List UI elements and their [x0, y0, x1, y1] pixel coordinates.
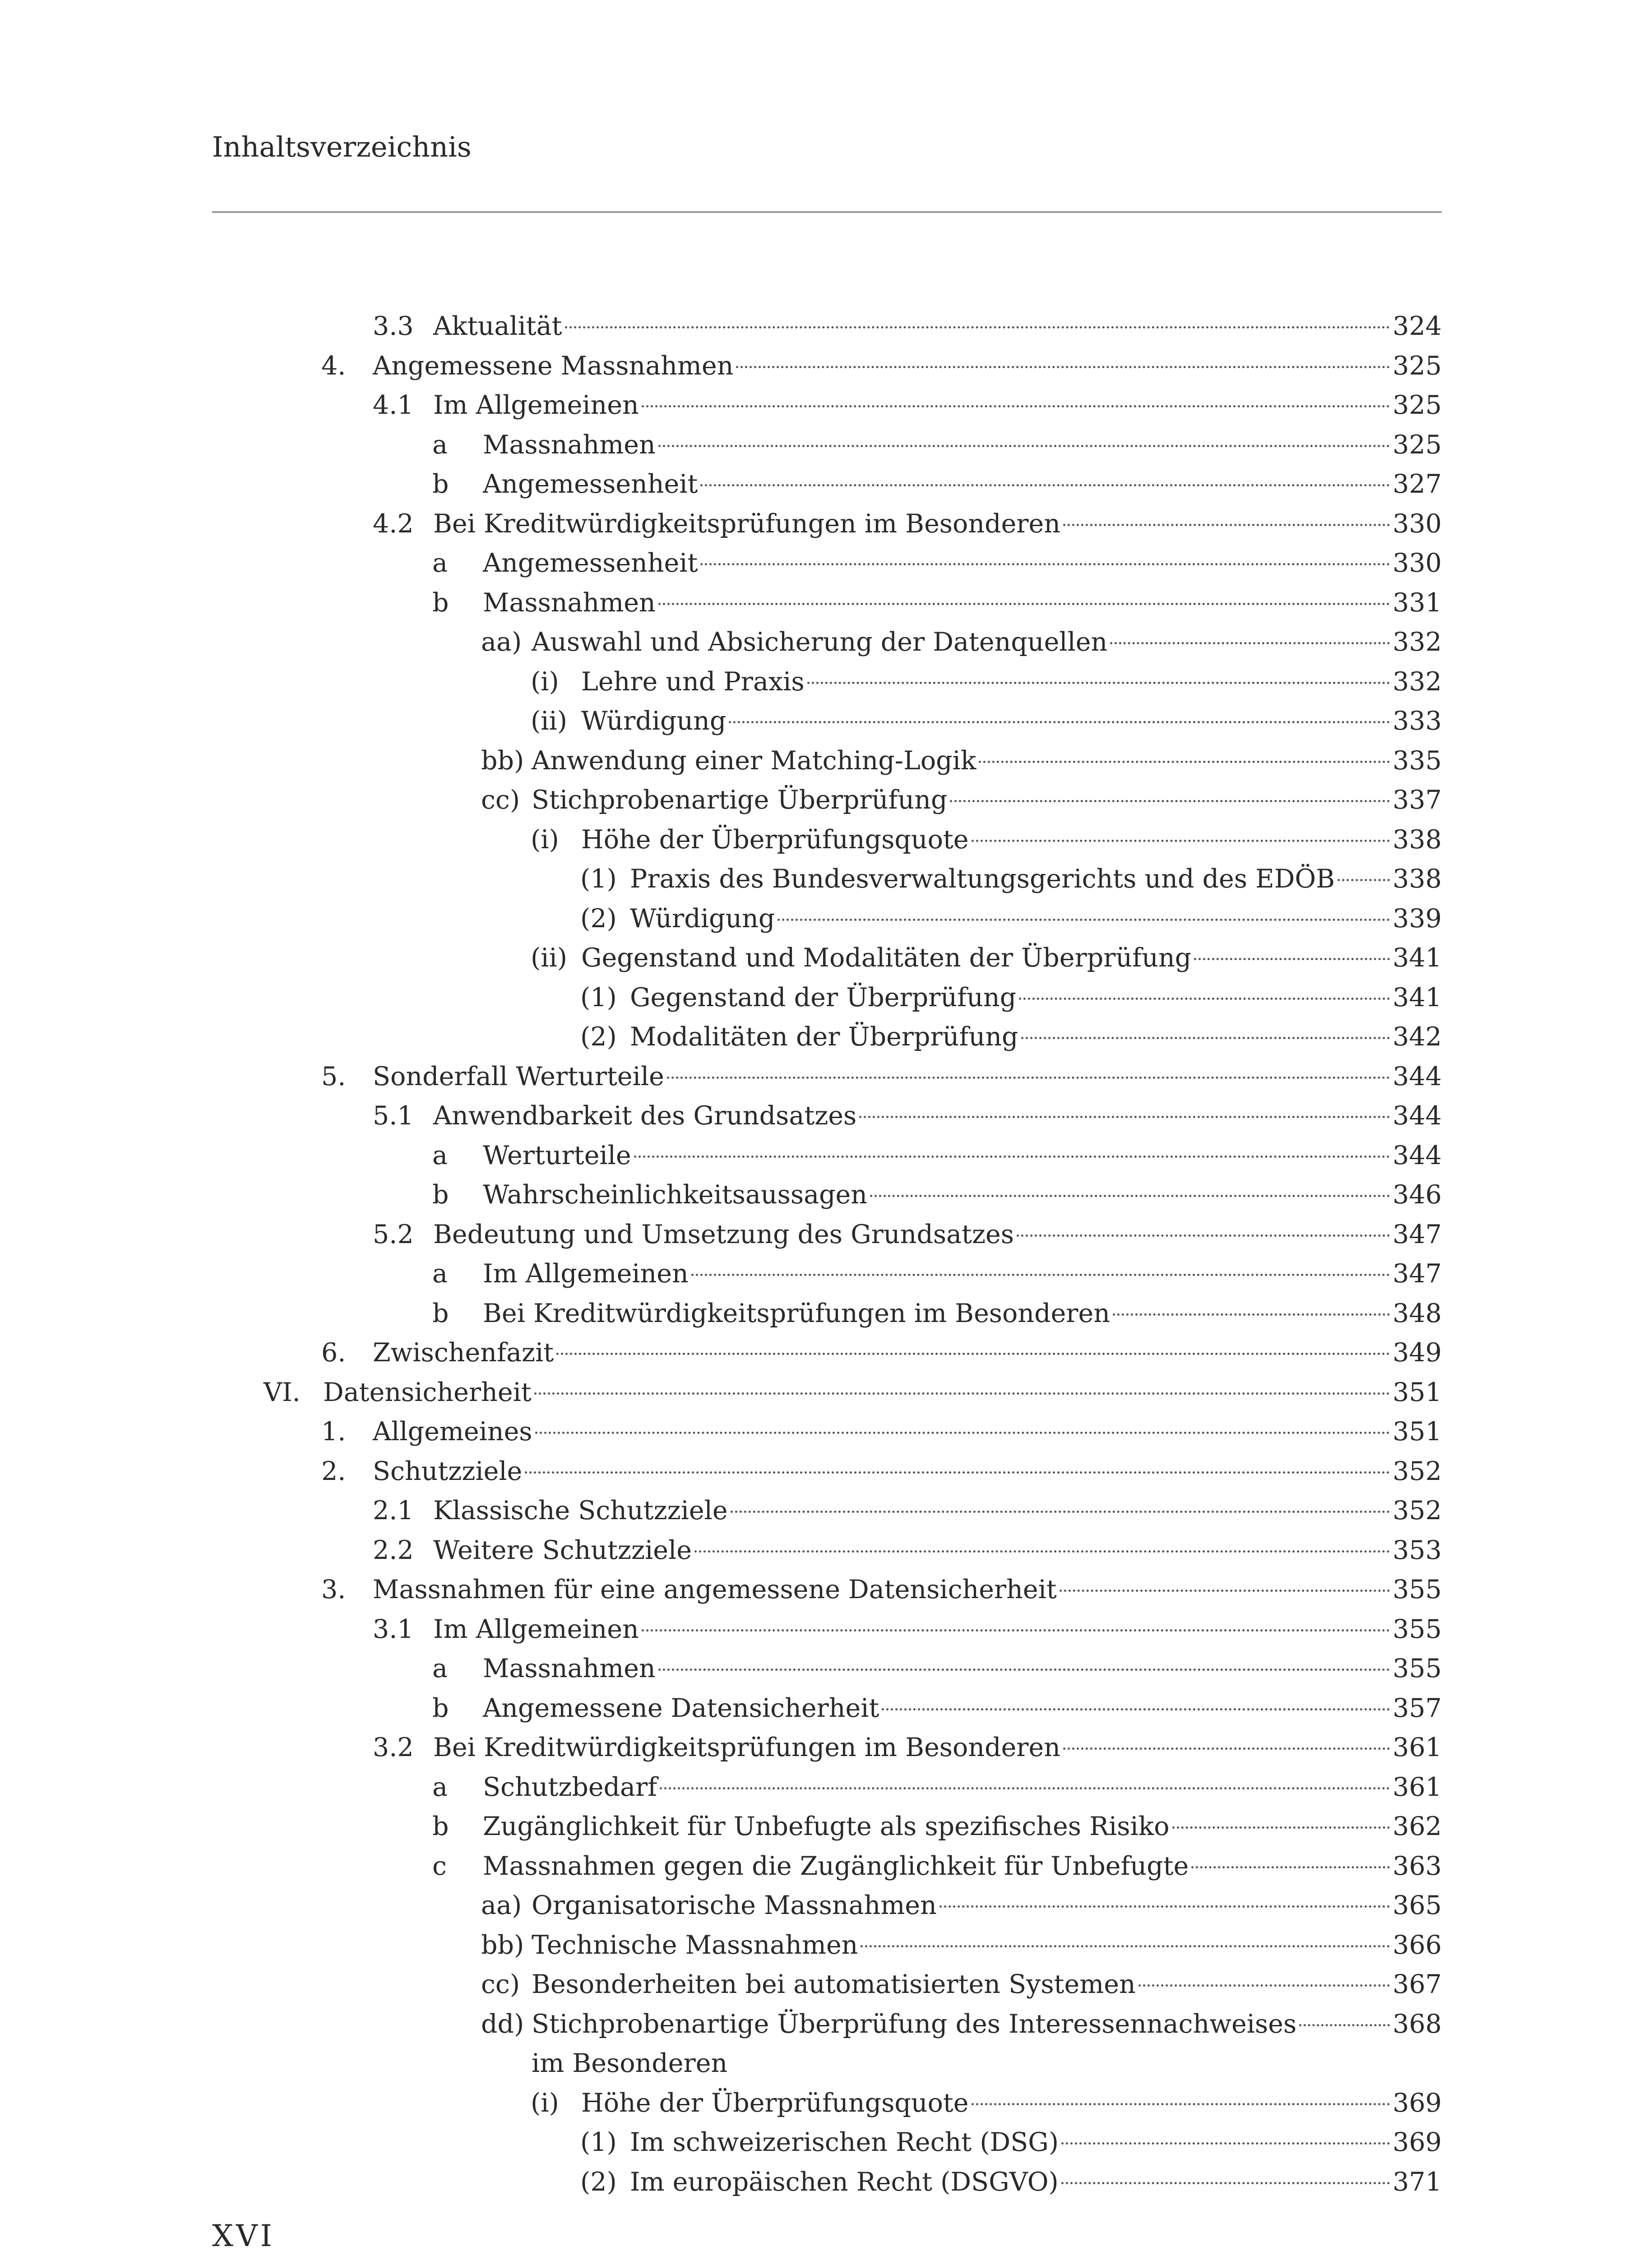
toc-entry-page: 351: [1393, 1377, 1442, 1407]
toc-entry: [0, 544, 1652, 583]
toc-entry: [0, 1768, 1652, 1808]
toc-entry-title: Werturteile: [483, 1140, 631, 1170]
toc-entry-title: Im Allgemeinen: [433, 1614, 639, 1644]
toc-entry-number: 5.1: [373, 1101, 414, 1131]
toc-dot-leader: [1299, 2024, 1390, 2026]
toc-entry: [0, 307, 1652, 347]
toc-entry-number: bb): [481, 1930, 524, 1960]
toc-entry-title: Anwendung einer Matching-Logik: [532, 745, 976, 776]
toc-entry-number: 6.: [321, 1338, 346, 1368]
toc-dot-leader: [1021, 1037, 1390, 1039]
toc-entry-number: 3.3: [373, 311, 414, 341]
toc-entry-page: 341: [1393, 982, 1442, 1012]
toc-entry: [0, 2005, 1652, 2084]
toc-entry-page: 371: [1393, 2167, 1442, 2197]
toc-entry: [0, 1096, 1652, 1136]
toc-entry: [0, 504, 1652, 544]
toc-dot-leader: [859, 1116, 1390, 1118]
toc-entry-page: 330: [1393, 509, 1442, 539]
toc-entry: [0, 2084, 1652, 2123]
toc-entry-number: c: [432, 1851, 447, 1881]
toc-dot-leader: [535, 1432, 1390, 1434]
toc-entry: [0, 2163, 1652, 2202]
toc-entry-number: b: [432, 1693, 449, 1723]
toc-entry-number: (2): [580, 1022, 617, 1052]
toc-entry-number: 2.: [321, 1456, 346, 1486]
toc-entry-number: 5.2: [373, 1219, 414, 1249]
toc-dot-leader: [1061, 2142, 1390, 2145]
toc-entry-page: 351: [1393, 1417, 1442, 1447]
toc-entry-page: 367: [1393, 1969, 1442, 1999]
toc-entry-page: 355: [1393, 1575, 1442, 1604]
toc-entry-number: bb): [481, 745, 524, 776]
toc-entry-page: 349: [1393, 1338, 1442, 1368]
toc-entry: [0, 781, 1652, 820]
toc-dot-leader: [1191, 1866, 1390, 1868]
toc-dot-leader: [1063, 524, 1390, 526]
toc-entry: [0, 860, 1652, 899]
toc-entry: [0, 1610, 1652, 1650]
toc-entry-title: Angemessene Datensicherheit: [483, 1693, 879, 1723]
toc-entry-title: Datensicherheit: [323, 1377, 532, 1407]
toc-dot-leader: [882, 1708, 1390, 1710]
toc-entry-page: 324: [1393, 311, 1442, 341]
toc-entry-title: Stichprobenartige Überprüfung des Interessennachweises: [532, 2009, 1297, 2039]
toc-entry-page: 330: [1393, 548, 1442, 578]
toc-dot-leader: [691, 1274, 1390, 1276]
toc-entry-title: Würdigung: [630, 903, 775, 934]
toc-entry-number: dd): [481, 2009, 524, 2039]
toc-entry-title: Allgemeines: [373, 1417, 532, 1447]
toc-entry-page: 344: [1393, 1140, 1442, 1170]
toc-entry-title: Angemessene Massnahmen: [373, 351, 734, 381]
toc-entry-page: 355: [1393, 1614, 1442, 1644]
toc-dot-leader: [729, 721, 1390, 723]
toc-entry-number: cc): [481, 785, 520, 815]
toc-entry-page: 347: [1393, 1219, 1442, 1249]
toc-entry-page: 369: [1393, 2127, 1442, 2157]
toc-entry-title: Aktualität: [433, 311, 562, 341]
toc-entry: [0, 702, 1652, 741]
toc-entry: [0, 1412, 1652, 1452]
toc-entry-title: Anwendbarkeit des Grundsatzes: [433, 1101, 857, 1131]
toc-entry-number: aa): [481, 1891, 522, 1920]
toc-entry-page: 366: [1393, 1930, 1442, 1960]
table-of-contents: [0, 307, 1652, 2202]
toc-dot-leader: [972, 840, 1390, 842]
toc-entry: [0, 623, 1652, 662]
toc-entry: [0, 899, 1652, 939]
toc-dot-leader: [700, 563, 1390, 565]
toc-entry-title: Organisatorische Massnahmen: [532, 1891, 937, 1920]
toc-entry-page: 352: [1393, 1456, 1442, 1486]
toc-entry: [0, 1491, 1652, 1531]
toc-entry-page: 355: [1393, 1654, 1442, 1683]
toc-entry: [0, 1452, 1652, 1492]
toc-entry-title: Würdigung: [581, 706, 727, 736]
toc-dot-leader: [777, 919, 1390, 921]
toc-entry-page: 332: [1393, 627, 1442, 657]
running-head: Inhaltsverzeichnis: [212, 130, 472, 163]
toc-entry: [0, 1649, 1652, 1689]
toc-dot-leader: [1138, 1984, 1390, 1987]
toc-entry-title: Bei Kreditwürdigkeitsprüfungen im Besonderen: [433, 1733, 1060, 1762]
toc-entry: [0, 820, 1652, 860]
toc-entry-number: (i): [531, 824, 559, 855]
toc-entry: [0, 1017, 1652, 1057]
toc-entry-title: Massnahmen: [483, 430, 656, 460]
toc-dot-leader: [556, 1353, 1390, 1355]
toc-entry-number: 3.1: [373, 1614, 414, 1644]
toc-entry-title: Im schweizerischen Recht (DSG): [630, 2127, 1059, 2157]
toc-entry-title-continued: im Besonderen: [532, 2048, 728, 2078]
toc-dot-leader: [1337, 879, 1390, 881]
toc-dot-leader: [950, 800, 1390, 802]
toc-entry-page: 331: [1393, 587, 1442, 618]
toc-entry-page: 339: [1393, 903, 1442, 934]
toc-entry-title: Angemessenheit: [483, 548, 698, 578]
toc-dot-leader: [870, 1195, 1390, 1197]
toc-entry-title: Massnahmen für eine angemessene Datensicherheit: [373, 1575, 1057, 1604]
toc-entry-number: 1.: [321, 1417, 346, 1447]
toc-entry-page: 335: [1393, 745, 1442, 776]
toc-entry-title: Massnahmen: [483, 1654, 656, 1683]
toc-entry-number: a: [432, 1654, 448, 1683]
toc-entry: [0, 938, 1652, 978]
toc-entry-number: cc): [481, 1969, 520, 1999]
toc-entry: [0, 1965, 1652, 2005]
toc-entry-page: 348: [1393, 1298, 1442, 1328]
toc-entry-number: a: [432, 430, 448, 460]
toc-dot-leader: [1172, 1826, 1390, 1829]
toc-entry-number: (1): [580, 864, 617, 894]
toc-dot-leader: [736, 366, 1390, 368]
toc-dot-leader: [642, 405, 1390, 407]
toc-entry-page: 337: [1393, 785, 1442, 815]
toc-entry: [0, 425, 1652, 465]
toc-entry: [0, 1333, 1652, 1373]
toc-entry-number: a: [432, 548, 448, 578]
toc-entry-number: (i): [531, 2088, 559, 2118]
toc-entry-page: 363: [1393, 1851, 1442, 1881]
toc-entry-page: 342: [1393, 1022, 1442, 1052]
toc-entry-page: 338: [1393, 864, 1442, 894]
toc-entry: [0, 386, 1652, 425]
toc-entry: [0, 1531, 1652, 1571]
toc-entry-title: Höhe der Überprüfungsquote: [581, 824, 969, 855]
toc-entry-title: Im Allgemeinen: [483, 1259, 689, 1289]
toc-entry-title: Zugänglichkeit für Unbefugte als spezifisches Risiko: [483, 1812, 1170, 1841]
toc-entry-page: 365: [1393, 1891, 1442, 1920]
toc-dot-leader: [807, 682, 1390, 684]
toc-entry: [0, 1136, 1652, 1176]
toc-dot-leader: [972, 2103, 1390, 2105]
toc-entry: [0, 1926, 1652, 1965]
toc-entry-title: Bei Kreditwürdigkeitsprüfungen im Besonderen: [483, 1298, 1110, 1328]
toc-entry-number: b: [432, 469, 449, 499]
toc-entry-number: 2.1: [373, 1496, 414, 1526]
toc-dot-leader: [1113, 1313, 1390, 1316]
toc-entry-page: 341: [1393, 943, 1442, 973]
toc-entry-title: Höhe der Überprüfungsquote: [581, 2088, 969, 2118]
toc-entry-title: Gegenstand der Überprüfung: [630, 982, 1017, 1012]
toc-dot-leader: [1017, 1234, 1390, 1237]
toc-entry: [0, 1886, 1652, 1926]
header-rule: [212, 211, 1442, 213]
toc-entry-page: 338: [1393, 824, 1442, 855]
toc-entry-page: 327: [1393, 469, 1442, 499]
toc-entry-number: (ii): [531, 706, 567, 736]
toc-entry-page: 332: [1393, 666, 1442, 697]
toc-dot-leader: [1063, 1747, 1390, 1750]
toc-entry: [0, 1570, 1652, 1610]
toc-entry: [0, 1175, 1652, 1215]
toc-entry-page: 361: [1393, 1733, 1442, 1762]
toc-dot-leader: [667, 1077, 1390, 1079]
toc-entry: [0, 1294, 1652, 1334]
toc-entry-number: aa): [481, 627, 522, 657]
toc-entry-page: 362: [1393, 1812, 1442, 1841]
toc-entry-number: 4.1: [373, 390, 414, 420]
toc-dot-leader: [565, 326, 1390, 328]
toc-entry-page: 352: [1393, 1496, 1442, 1526]
page-number: XVI: [212, 2219, 275, 2253]
toc-entry-title: Gegenstand und Modalitäten der Überprüfung: [581, 943, 1192, 973]
toc-entry-number: VI.: [264, 1377, 301, 1407]
toc-entry-number: 4.2: [373, 509, 414, 539]
toc-dot-leader: [1110, 642, 1390, 644]
toc-entry-number: 3.: [321, 1575, 346, 1604]
toc-dot-leader: [694, 1550, 1390, 1553]
toc-entry-title: Angemessenheit: [483, 469, 698, 499]
toc-entry-title: Wahrscheinlichkeitsaussagen: [483, 1180, 867, 1210]
toc-entry-title: Im Allgemeinen: [433, 390, 639, 420]
toc-entry: [0, 1689, 1652, 1729]
toc-dot-leader: [534, 1392, 1390, 1395]
toc-entry-title: Praxis des Bundesverwaltungsgerichts und des EDÖB: [630, 864, 1335, 894]
toc-entry-page: 368: [1393, 2009, 1442, 2039]
toc-dot-leader: [1194, 958, 1390, 960]
toc-entry: [0, 1057, 1652, 1097]
toc-entry-page: 369: [1393, 2088, 1442, 2118]
toc-dot-leader: [525, 1471, 1390, 1474]
toc-entry-number: (i): [531, 666, 559, 697]
toc-dot-leader: [731, 1511, 1390, 1513]
toc-dot-leader: [1061, 2182, 1390, 2184]
toc-entry-page: 357: [1393, 1693, 1442, 1723]
toc-entry-number: 4.: [321, 351, 346, 381]
toc-entry-number: (ii): [531, 943, 567, 973]
toc-dot-leader: [642, 1629, 1390, 1632]
toc-entry-number: b: [432, 1812, 449, 1841]
toc-dot-leader: [634, 1156, 1390, 1158]
toc-entry-number: (1): [580, 982, 617, 1012]
toc-entry-title: Massnahmen gegen die Zugänglichkeit für Unbefugte: [483, 1851, 1189, 1881]
toc-entry: [0, 465, 1652, 504]
toc-entry: [0, 583, 1652, 623]
toc-entry-page: 353: [1393, 1535, 1442, 1565]
toc-entry: [0, 1215, 1652, 1255]
toc-dot-leader: [658, 1669, 1390, 1671]
toc-entry-number: b: [432, 1298, 449, 1328]
toc-entry-number: b: [432, 587, 449, 618]
toc-entry-title: Klassische Schutzziele: [433, 1496, 728, 1526]
toc-entry: [0, 2123, 1652, 2163]
toc-entry-number: 3.2: [373, 1733, 414, 1762]
toc-entry-page: 325: [1393, 351, 1442, 381]
toc-dot-leader: [658, 445, 1390, 447]
toc-entry: [0, 347, 1652, 386]
toc-entry-number: 2.2: [373, 1535, 414, 1565]
toc-entry: [0, 662, 1652, 702]
toc-entry-page: 325: [1393, 430, 1442, 460]
toc-entry-title: Modalitäten der Überprüfung: [630, 1022, 1018, 1052]
toc-entry-number: b: [432, 1180, 449, 1210]
toc-entry-title: Bedeutung und Umsetzung des Grundsatzes: [433, 1219, 1014, 1249]
toc-entry-title: Lehre und Praxis: [581, 666, 805, 697]
toc-entry: [0, 978, 1652, 1018]
toc-dot-leader: [939, 1905, 1390, 1908]
toc-entry: [0, 1807, 1652, 1847]
toc-entry: [0, 1373, 1652, 1413]
toc-entry-title: Sonderfall Werturteile: [373, 1061, 664, 1091]
toc-dot-leader: [861, 1945, 1390, 1947]
toc-dot-leader: [1019, 998, 1390, 1000]
toc-entry-number: a: [432, 1259, 448, 1289]
toc-entry-page: 347: [1393, 1259, 1442, 1289]
toc-entry: [0, 1728, 1652, 1768]
toc-entry-title: Massnahmen: [483, 587, 656, 618]
toc-entry-title: Technische Massnahmen: [532, 1930, 858, 1960]
toc-entry-title: Auswahl und Absicherung der Datenquellen: [532, 627, 1108, 657]
toc-entry: [0, 1254, 1652, 1294]
toc-entry-number: 5.: [321, 1061, 346, 1091]
toc-dot-leader: [660, 1787, 1390, 1789]
toc-dot-leader: [979, 761, 1390, 763]
toc-dot-leader: [658, 603, 1390, 605]
toc-entry-number: (2): [580, 903, 617, 934]
toc-entry-title: Stichprobenartige Überprüfung: [532, 785, 948, 815]
toc-entry: [0, 741, 1652, 781]
toc-entry-title: Weitere Schutzziele: [433, 1535, 692, 1565]
toc-entry-number: a: [432, 1140, 448, 1170]
toc-entry-page: 344: [1393, 1061, 1442, 1091]
toc-entry-page: 333: [1393, 706, 1442, 736]
toc-entry-page: 325: [1393, 390, 1442, 420]
toc-entry-number: (1): [580, 2127, 617, 2157]
toc-dot-leader: [1060, 1590, 1390, 1592]
toc-entry-title: Bei Kreditwürdigkeitsprüfungen im Besonderen: [433, 509, 1060, 539]
toc-entry-title: Schutzziele: [373, 1456, 523, 1486]
toc-entry-number: (2): [580, 2167, 617, 2197]
toc-dot-leader: [700, 484, 1390, 486]
toc-entry-number: a: [432, 1772, 448, 1802]
toc-entry-title: Im europäischen Recht (DSGVO): [630, 2167, 1059, 2197]
toc-entry-title: Besonderheiten bei automatisierten Systemen: [532, 1969, 1136, 1999]
toc-entry-page: 361: [1393, 1772, 1442, 1802]
toc-entry-title: Schutzbedarf: [483, 1772, 657, 1802]
toc-entry: [0, 1847, 1652, 1886]
toc-entry-page: 344: [1393, 1101, 1442, 1131]
toc-entry-title: Zwischenfazit: [373, 1338, 554, 1368]
toc-entry-page: 346: [1393, 1180, 1442, 1210]
